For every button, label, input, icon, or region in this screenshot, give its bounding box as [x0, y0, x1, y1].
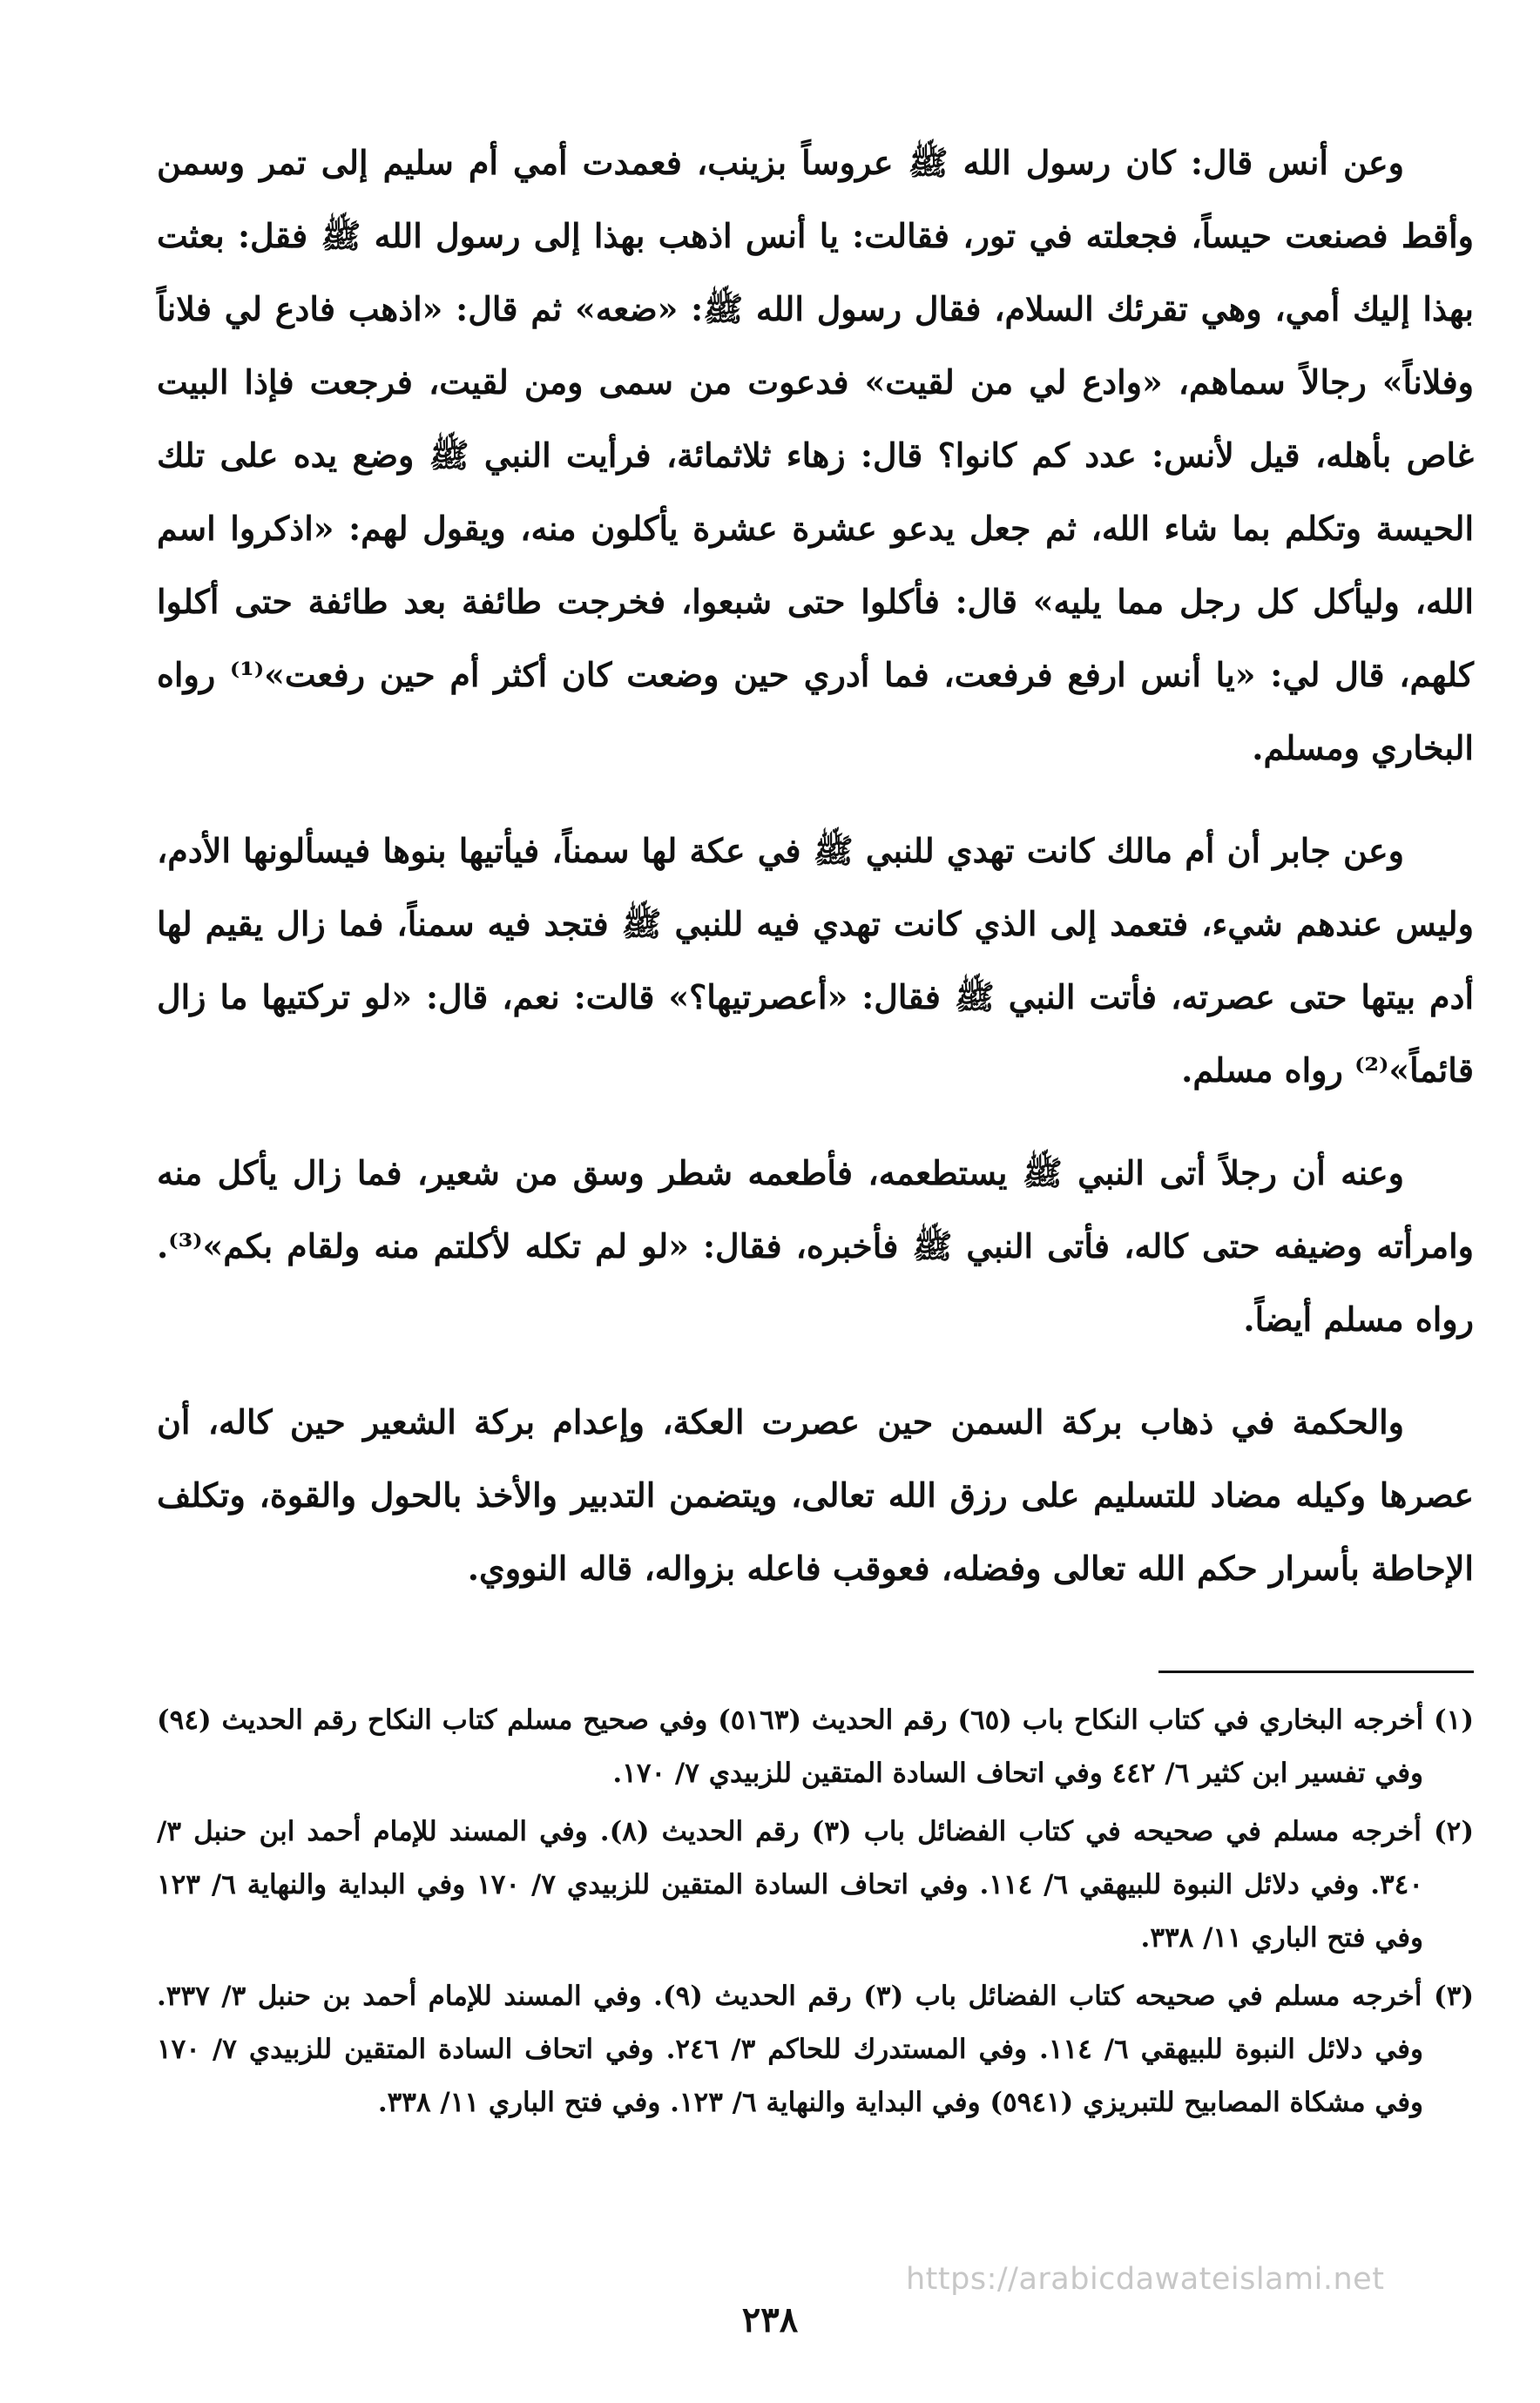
watermark-url: https://arabicdawateislami.net	[906, 2262, 1385, 2297]
footnote-2: (٢) أخرجه مسلم في صحيحه في كتاب الفضائل باب (٣) رقم الحديث (٨). وفي المسند للإمام أحمد ابن حنبل ٣/ ٣٤٠. وفي دلائل النبوة للبيهقي ٦/ ١١٤. وفي اتحاف السادة المتقين للزبيدي ٧/ ١٧٠ وفي البداية والنهاية ٦/ ١٢٣ وفي فتح الباري ١١/ ٣٣٨.	[157, 1816, 1474, 1954]
paragraph-jabir-hadith: وعن جابر أن أم مالك كانت تهدي للنبي ﷺ في عكة لها سمناً، فيأتيها بنوها فيسألونها الأدم، وليس عندهم شيء، فتعمد إلى الذي كانت تهدي فيه للنبي ﷺ فتجد فيه سمناً، فما زال يقيم لها أدم بيتها حتى عصرته، فأتت النبي ﷺ فقال: «أعصرتيها؟» قالت: نعم، قال: «لو تركتيها ما زال قائماً»⁽²⁾ رواه مسلم.	[157, 831, 1474, 1090]
footnote-1: (١) أخرجه البخاري في كتاب النكاح باب (٦٥) رقم الحديث (٥١٦٣) وفي صحيح مسلم كتاب النكاح رقم الحديث (٩٤) وفي تفسير ابن كثير ٦/ ٤٤٢ وفي اتحاف السادة المتقين للزبيدي ٧/ ١٧٠.	[157, 1704, 1474, 1789]
paragraph-wisdom-commentary: والحكمة في ذهاب بركة السمن حين عصرت العكة، وإعدام بركة الشعير حين كاله، أن عصرها وكيله مضاد للتسليم على رزق الله تعالى، ويتضمن التدبير والأخذ بالحول والقوة، وتكلف الإحاطة بأسرار حكم الله تعالى وفضله، فعوقب فاعله بزواله، قاله النووي.	[157, 1402, 1474, 1588]
footnotes	[157, 1694, 1474, 2135]
footnote-divider	[1158, 1671, 1474, 1673]
page-number: ٢٣٨	[741, 2299, 799, 2340]
paragraph-anas-hadith: وعن أنس قال: كان رسول الله ﷺ عروساً بزينب، فعمدت أمي أم سليم إلى تمر وسمن وأقط فصنعت حيساً، فجعلته في تور، فقالت: يا أنس اذهب بهذا إلى رسول الله ﷺ فقل: بعثت بهذا إليك أمي، وهي تقرئك السلام، فقال رسول الله ﷺ: «ضعه» ثم قال: «اذهب فادع لي فلاناً وفلاناً» رجالاً سماهم، «وادع لي من لقيت» فدعوت من سمى ومن لقيت، فرجعت فإذا البيت غاص بأهله، قيل لأنس: عدد كم كانوا؟ قال: زهاء ثلاثمائة، فرأيت النبي ﷺ وضع يده على تلك الحيسة وتكلم بما شاء الله، ثم جعل يدعو عشرة عشرة يأكلون منه، ويقول لهم: «اذكروا اسم الله، وليأكل كل رجل مما يليه» قال: فأكلوا حتى شبعوا، فخرجت طائفة بعد طائفة حتى أكلوا كلهم، قال لي: «يا أنس ارفع فرفعت، فما أدري حين وضعت كان أكثر أم حين رفعت»⁽¹⁾ رواه البخاري ومسلم.	[157, 143, 1474, 767]
footnote-3: (٣) أخرجه مسلم في صحيحه كتاب الفضائل باب (٣) رقم الحديث (٩). وفي المسند للإمام أحمد بن حنبل ٣/ ٣٣٧. وفي دلائل النبوة للبيهقي ٦/ ١١٤. وفي المستدرك للحاكم ٣/ ٢٤٦. وفي اتحاف السادة المتقين للزبيدي ٧/ ١٧٠ وفي مشكاة المصابيح للتبريزي (٥٩٤١) وفي البداية والنهاية ٦/ ١٢٣. وفي فتح الباري ١١/ ٣٣٨.	[157, 1981, 1475, 2118]
main-text	[157, 126, 1474, 1635]
paragraph-barley-hadith: وعنه أن رجلاً أتى النبي ﷺ يستطعمه، فأطعمه شطر وسق من شعير، فما زال يأكل منه وامرأته وضيفه حتى كاله، فأتى النبي ﷺ فأخبره، فقال: «لو لم تكله لأكلتم منه ولقام بكم»⁽³⁾. رواه مسلم أيضاً.	[157, 1153, 1474, 1339]
